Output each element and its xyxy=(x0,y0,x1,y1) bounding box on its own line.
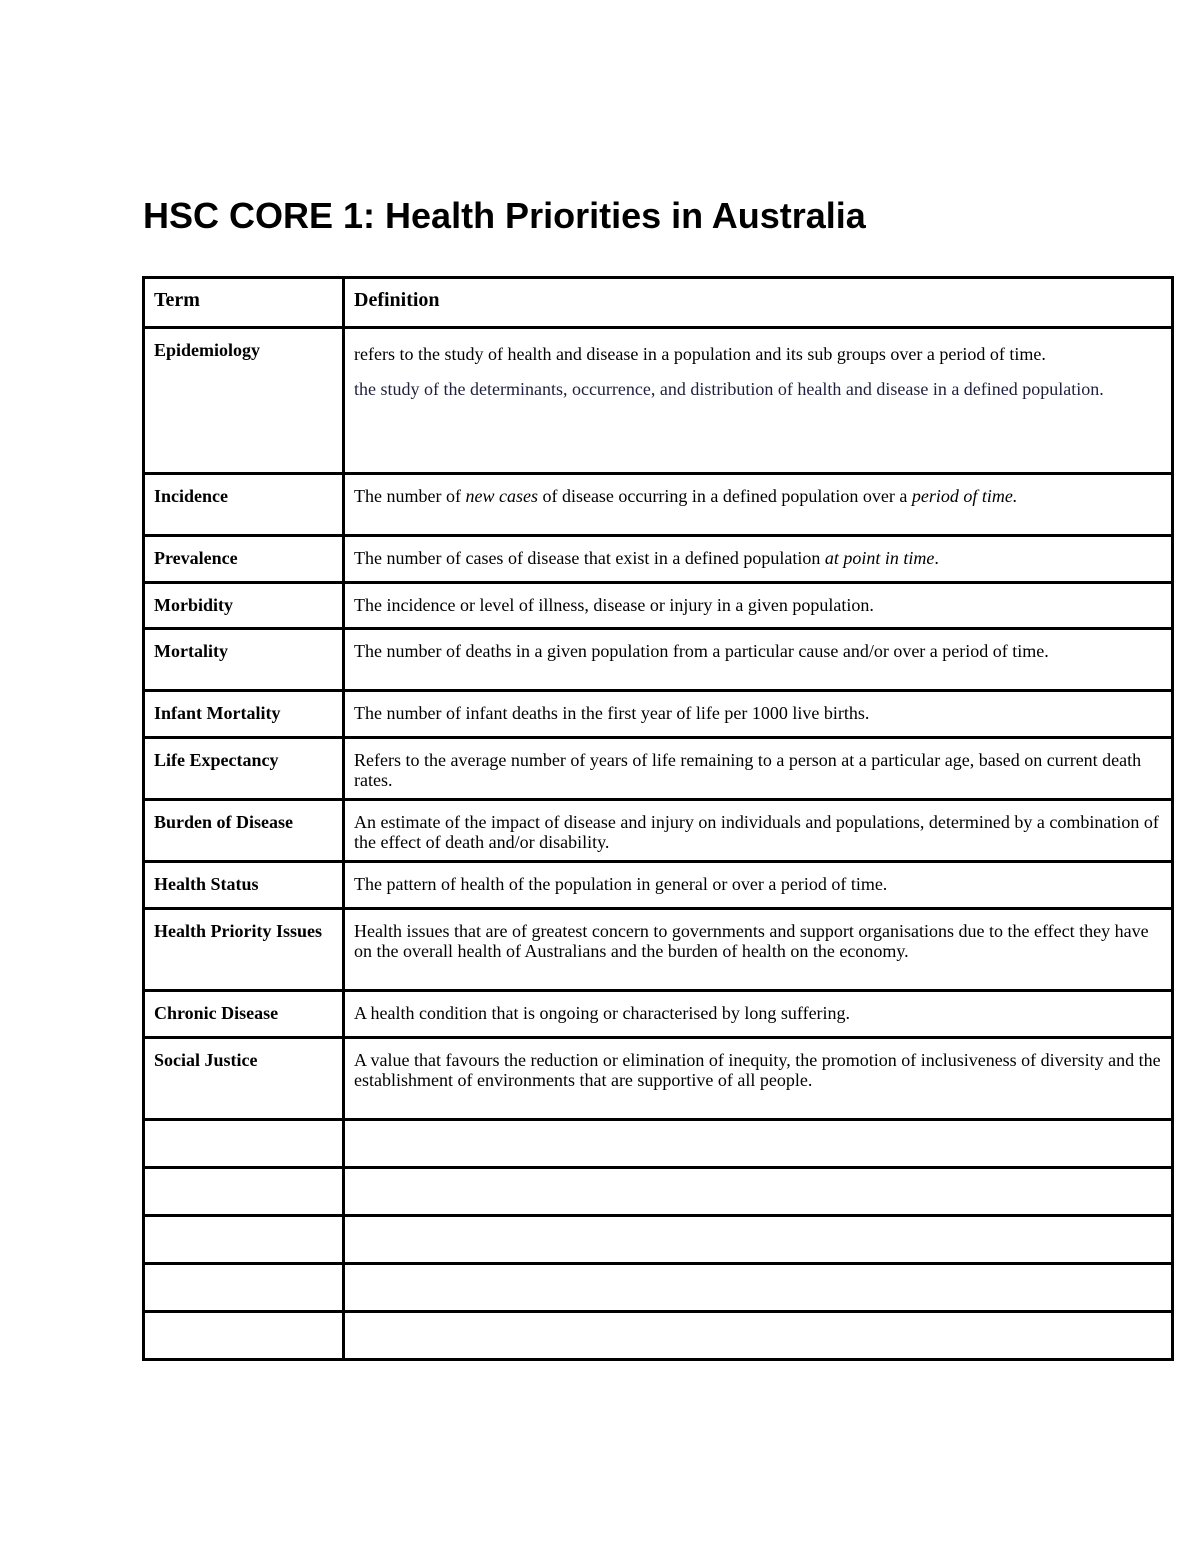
term-cell: Morbidity xyxy=(144,583,344,629)
definition-cell: The number of deaths in a given population from a particular cause and/or over a period of time. xyxy=(344,629,1173,691)
empty-term-cell[interactable] xyxy=(144,1120,344,1168)
definition-cell: Refers to the average number of years of life remaining to a person at a particular age, based on current death rates. xyxy=(344,738,1173,800)
table-row xyxy=(144,991,1173,1038)
table-row xyxy=(144,691,1173,738)
term-cell: Health Priority Issues xyxy=(144,909,344,991)
definition-cell xyxy=(344,328,1173,474)
glossary-table xyxy=(142,276,1174,1361)
empty-term-cell[interactable] xyxy=(144,1216,344,1264)
table-row xyxy=(144,862,1173,909)
empty-table-row xyxy=(144,1264,1173,1312)
table-header-row xyxy=(144,278,1173,328)
term-cell: Epidemiology xyxy=(144,328,344,474)
empty-definition-cell[interactable] xyxy=(344,1216,1173,1264)
emphasis-text: new cases xyxy=(465,486,538,506)
table-row xyxy=(144,738,1173,800)
term-cell: Social Justice xyxy=(144,1038,344,1120)
table-row xyxy=(144,800,1173,862)
empty-table-row xyxy=(144,1120,1173,1168)
term-cell: Prevalence xyxy=(144,536,344,583)
definition-text: . xyxy=(1012,486,1018,506)
definition-cell xyxy=(344,536,1173,583)
definition-column-header: Definition xyxy=(344,278,1173,328)
table-row xyxy=(144,536,1173,583)
definition-text: The number of cases of disease that exist in a defined population xyxy=(354,548,825,568)
empty-definition-cell[interactable] xyxy=(344,1120,1173,1168)
definition-cell: The incidence or level of illness, disease or injury in a given population. xyxy=(344,583,1173,629)
empty-table-row xyxy=(144,1216,1173,1264)
definition-cell: A value that favours the reduction or elimination of inequity, the promotion of inclusiveness of diversity and the establishment of environments that are supportive of all people. xyxy=(344,1038,1173,1120)
definition-text: The number of xyxy=(354,486,466,506)
table-row xyxy=(144,583,1173,629)
table-row xyxy=(144,1038,1173,1120)
emphasis-text: period of time xyxy=(911,486,1013,506)
table-row xyxy=(144,474,1173,536)
empty-table-row xyxy=(144,1312,1173,1360)
table-row xyxy=(144,629,1173,691)
empty-table-row xyxy=(144,1168,1173,1216)
empty-term-cell[interactable] xyxy=(144,1264,344,1312)
term-cell: Infant Mortality xyxy=(144,691,344,738)
term-cell: Life Expectancy xyxy=(144,738,344,800)
definition-cell: An estimate of the impact of disease and injury on individuals and populations, determined by a combination of the effect of death and/or disability. xyxy=(344,800,1173,862)
definition-text-alt: the study of the determinants, occurrence, and distribution of health and disease in a defined population. xyxy=(354,379,1104,399)
term-cell: Burden of Disease xyxy=(144,800,344,862)
definition-cell: The number of infant deaths in the first year of life per 1000 live births. xyxy=(344,691,1173,738)
emphasis-text: at point in time xyxy=(824,548,935,568)
table-row xyxy=(144,909,1173,991)
empty-term-cell[interactable] xyxy=(144,1168,344,1216)
term-column-header: Term xyxy=(144,278,344,328)
definition-cell: The pattern of health of the population in general or over a period of time. xyxy=(344,862,1173,909)
empty-definition-cell[interactable] xyxy=(344,1168,1173,1216)
definition-text: of disease occurring in a defined population over a xyxy=(537,486,912,506)
empty-term-cell[interactable] xyxy=(144,1312,344,1360)
definition-text: . xyxy=(934,548,939,568)
empty-definition-cell[interactable] xyxy=(344,1312,1173,1360)
table-row xyxy=(144,328,1173,474)
term-cell: Health Status xyxy=(144,862,344,909)
page-title: HSC CORE 1: Health Priorities in Australia xyxy=(143,195,866,236)
term-cell: Mortality xyxy=(144,629,344,691)
empty-definition-cell[interactable] xyxy=(344,1264,1173,1312)
definition-text: refers to the study of health and disease in a population and its sub groups over a period of time. xyxy=(354,344,1046,364)
definition-cell: A health condition that is ongoing or characterised by long suffering. xyxy=(344,991,1173,1038)
term-cell: Chronic Disease xyxy=(144,991,344,1038)
definition-cell: Health issues that are of greatest concern to governments and support organisations due to the effect they have on the overall health of Australians and the burden of health on the economy. xyxy=(344,909,1173,991)
term-cell: Incidence xyxy=(144,474,344,536)
definition-cell xyxy=(344,474,1173,536)
